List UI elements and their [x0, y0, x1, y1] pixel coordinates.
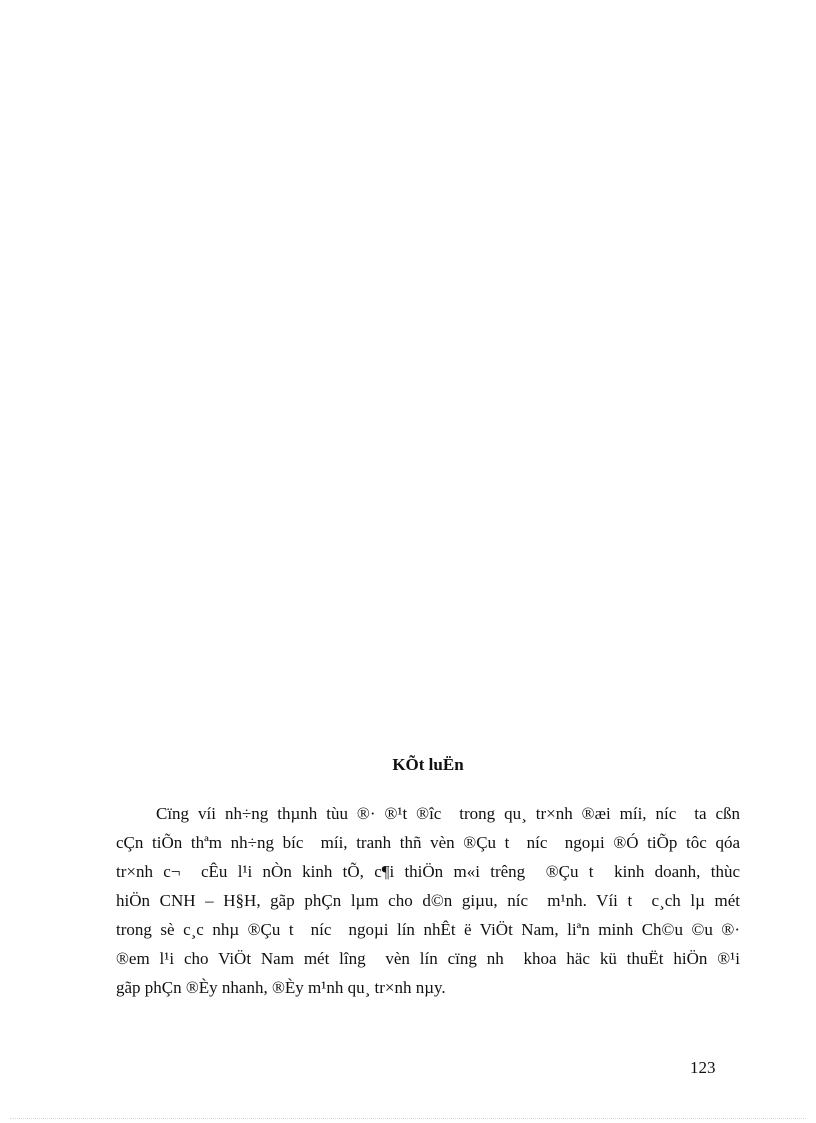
page-number: 123	[690, 1058, 716, 1077]
paragraph-line: cÇn tiÕn thªm nh÷ng bíc míi, tranh thñ vèn ®Çu t níc ngoµi ®Ó tiÕp tôc qóa	[116, 833, 740, 852]
paragraph-line: Cïng víi nh÷ng thµnh tùu ®· ®¹t ®îc trong qu¸ tr×nh ®æi míi, níc ta cßn	[156, 804, 740, 823]
paragraph-line: gãp phÇn ®Èy nhanh, ®Èy m¹nh qu¸ tr×nh nµy.	[116, 978, 446, 997]
section-heading: KÕt luËn	[392, 755, 464, 774]
page-bottom-divider	[10, 1118, 806, 1119]
paragraph-line: hiÖn CNH – H§H, gãp phÇn lµm cho d©n giµu, níc m¹nh. Víi t c¸ch lµ mét	[116, 891, 740, 910]
paragraph-line: trong sè c¸c nhµ ®Çu t níc ngoµi lín nhÊt ë ViÖt Nam, liªn minh Ch©u ©u ®·	[116, 920, 740, 939]
paragraph-line: ®em l¹i cho ViÖt Nam mét lîng vèn lín cïng nh khoa häc kü thuËt hiÖn ®¹i	[116, 949, 740, 968]
paragraph-line: tr×nh c¬ cÊu l¹i nÒn kinh tÕ, c¶i thiÖn m«i trêng ®Çu t kinh doanh, thùc	[116, 862, 740, 881]
conclusion-paragraph	[116, 799, 740, 1002]
